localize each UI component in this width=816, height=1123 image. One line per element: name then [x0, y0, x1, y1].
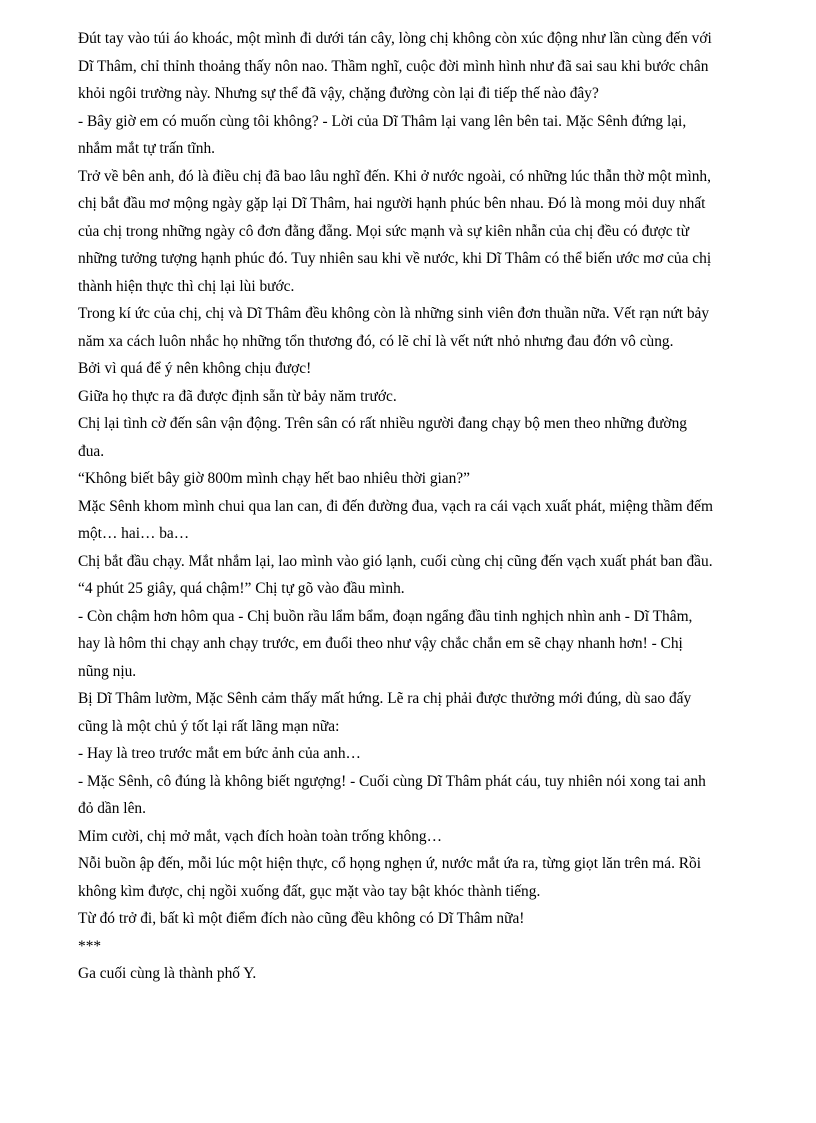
paragraph-12: - Còn chậm hơn hôm qua - Chị buồn rầu lẩm bẩm, đoạn ngẩng đầu tinh nghịch nhìn anh - Dĩ Thâm, hay là hôm thi chạy anh chạy trước, em đuổi theo như vậy chắc chắn em sẽ chạy nhanh hơn! - Chị nũng nịu. — [78, 607, 693, 680]
paragraph-3: Trở về bên anh, đó là điều chị đã bao lâu nghĩ đến. Khi ở nước ngoài, có những lúc thẫn thờ một mình, chị bắt đầu mơ mộng ngày gặp lại Dĩ Thâm, hai người hạnh phúc bên nhau. Đó là mong mỏi duy nhất của chị trong những ngày cô đơn đằng đẵng. Mọi sức mạnh và sự kiên nhẫn của chị đều có được từ những tưởng tượng hạnh phúc đó. Tuy nhiên sau khi về nước, khi Dĩ Thâm có thể biến ước mơ của chị thành hiện thực thì chị lại lùi bước. — [78, 167, 712, 295]
paragraph-2: - Bây giờ em có muốn cùng tôi không? - Lời của Dĩ Thâm lại vang lên bên tai. Mặc Sênh đứng lại, nhắm mắt tự trấn tĩnh. — [78, 112, 687, 157]
paragraph-11: “4 phút 25 giây, quá chậm!” Chị tự gõ vào đầu mình. — [78, 580, 405, 597]
paragraph-13: Bị Dĩ Thâm lườm, Mặc Sênh cảm thấy mất hứng. Lẽ ra chị phải được thưởng mới đúng, dù sao đấy cũng là một chủ ý tốt lại rất lãng mạn nữa: — [78, 690, 692, 735]
paragraph-1: Đút tay vào túi áo khoác, một mình đi dưới tán cây, lòng chị không còn xúc động như lần cùng đến với Dĩ Thâm, chỉ thỉnh thoảng thấy nôn nao. Thầm nghĩ, cuộc đời mình hình như đã sai sau khi bước chân khỏi ngôi trường này. Nhưng sự thể đã vậy, chặng đường còn lại đi tiếp thế nào đây? — [78, 30, 712, 102]
paragraph-16: Mỉm cười, chị mở mắt, vạch đích hoàn toàn trống không… — [78, 827, 443, 845]
paragraph-19: Ga cuối cùng là thành phố Y. — [78, 965, 257, 982]
document-page — [78, 25, 768, 988]
paragraph-4: Trong kí ức của chị, chị và Dĩ Thâm đều không còn là những sinh viên đơn thuần nữa. Vết rạn nứt bảy năm xa cách luôn nhắc họ những tổn thương đó, có lẽ chỉ là vết nứt nhỏ nhưng đau đớn vô cùng. — [78, 305, 710, 350]
paragraph-8: “Không biết bây giờ 800m mình chạy hết bao nhiêu thời gian?” — [78, 470, 470, 487]
paragraph-14: - Hay là treo trước mắt em bức ảnh của anh… — [78, 745, 361, 762]
paragraph-6: Giữa họ thực ra đã được định sẵn từ bảy năm trước. — [78, 387, 397, 405]
section-break: *** — [78, 937, 102, 955]
paragraph-9: Mặc Sênh khom mình chui qua lan can, đi đến đường đua, vạch ra cái vạch xuất phát, miệng thầm đếm một… hai… ba… — [78, 497, 713, 542]
paragraph-15: - Mặc Sênh, cô đúng là không biết ngượng! - Cuối cùng Dĩ Thâm phát cáu, tuy nhiên nói xong tai anh đỏ dần lên. — [78, 772, 706, 817]
paragraph-18: Từ đó trở đi, bất kì một điểm đích nào cũng đều không có Dĩ Thâm nữa! — [78, 910, 525, 927]
paragraph-10: Chị bắt đầu chạy. Mắt nhắm lại, lao mình vào gió lạnh, cuối cùng chị cũng đến vạch xuất phát ban đầu. — [78, 552, 713, 570]
paragraph-5: Bởi vì quá để ý nên không chịu được! — [78, 360, 312, 377]
paragraph-7: Chị lại tình cờ đến sân vận động. Trên sân có rất nhiều người đang chạy bộ men theo những đường đua. — [78, 415, 687, 460]
paragraph-17: Nỗi buồn ập đến, mỗi lúc một hiện thực, cổ họng nghẹn ứ, nước mắt ứa ra, từng giọt lăn trên má. Rồi không kìm được, chị ngồi xuống đất, gục mặt vào tay bật khóc thành tiếng. — [78, 855, 702, 900]
